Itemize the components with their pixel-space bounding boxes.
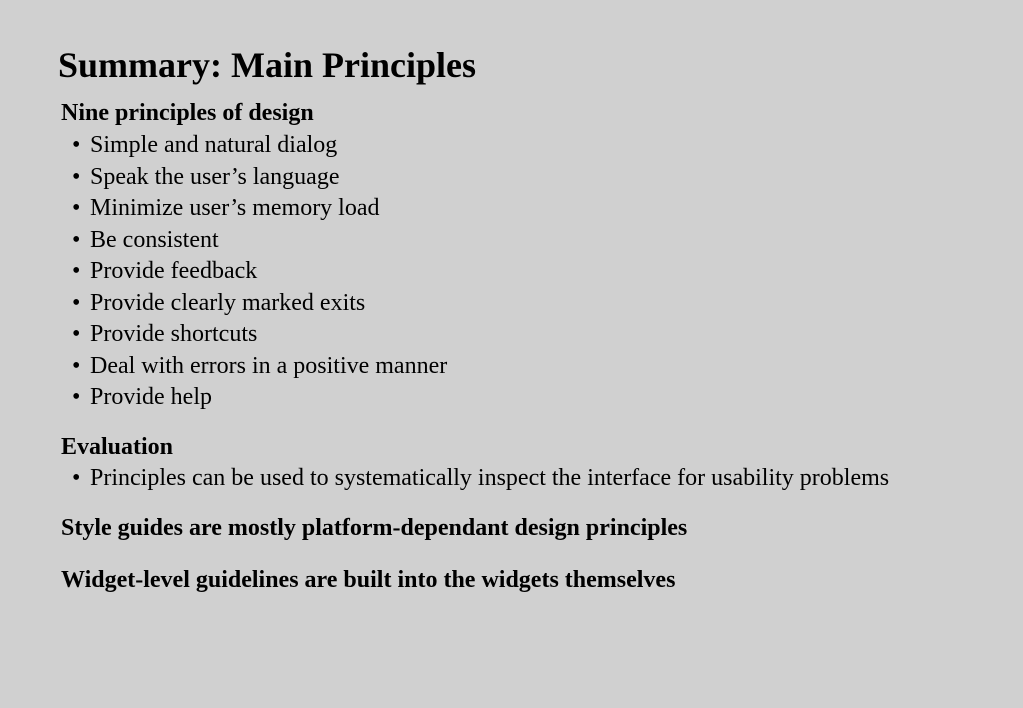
slide-title: Summary: Main Principles xyxy=(58,45,476,85)
bullet-icon: • xyxy=(72,352,81,379)
evaluation-item xyxy=(61,464,890,492)
slide-content xyxy=(61,99,941,595)
section-style-guides xyxy=(61,514,941,543)
principle-text: Minimize user’s memory load xyxy=(90,195,380,221)
principle-text: Provide feedback xyxy=(90,258,258,284)
principle-item xyxy=(61,319,941,351)
principle-text: Provide clearly marked exits xyxy=(90,289,366,316)
bullet-icon: • xyxy=(72,464,81,491)
widget-guidelines-heading: Widget-level guidelines are built into the widgets themselves xyxy=(61,566,676,593)
principle-item xyxy=(61,225,941,257)
principle-item xyxy=(61,382,941,414)
principle-text: Deal with errors in a positive manner xyxy=(90,352,448,379)
principle-text: Speak the user’s language xyxy=(90,163,340,190)
bullet-icon: • xyxy=(72,132,81,158)
principle-item xyxy=(61,288,941,320)
bullet-icon: • xyxy=(72,289,81,316)
principle-text: Provide help xyxy=(90,384,212,410)
section-widget-guidelines xyxy=(61,566,941,595)
evaluation-list xyxy=(61,464,941,492)
principle-text: Be consistent xyxy=(90,226,219,253)
bullet-icon: • xyxy=(72,163,81,190)
section-evaluation xyxy=(61,433,941,492)
section-principles xyxy=(61,99,941,414)
principle-text: Simple and natural dialog xyxy=(90,132,338,158)
principles-list xyxy=(61,130,941,414)
evaluation-heading: Evaluation xyxy=(61,433,174,460)
bullet-icon: • xyxy=(72,384,81,410)
bullet-icon: • xyxy=(72,321,81,347)
bullet-icon: • xyxy=(72,226,81,253)
principle-item xyxy=(61,256,941,288)
principle-item xyxy=(61,130,941,162)
principle-item xyxy=(61,351,941,383)
principle-text: Provide shortcuts xyxy=(90,321,258,347)
principle-item xyxy=(61,162,941,194)
bullet-icon: • xyxy=(72,258,81,284)
style-guides-heading: Style guides are mostly platform-dependant design principles xyxy=(61,514,688,541)
evaluation-text: Principles can be used to systematically inspect the interface for usability problems xyxy=(90,464,890,491)
bullet-icon: • xyxy=(72,195,81,221)
principles-heading: Nine principles of design xyxy=(61,100,314,126)
principle-item xyxy=(61,193,941,225)
